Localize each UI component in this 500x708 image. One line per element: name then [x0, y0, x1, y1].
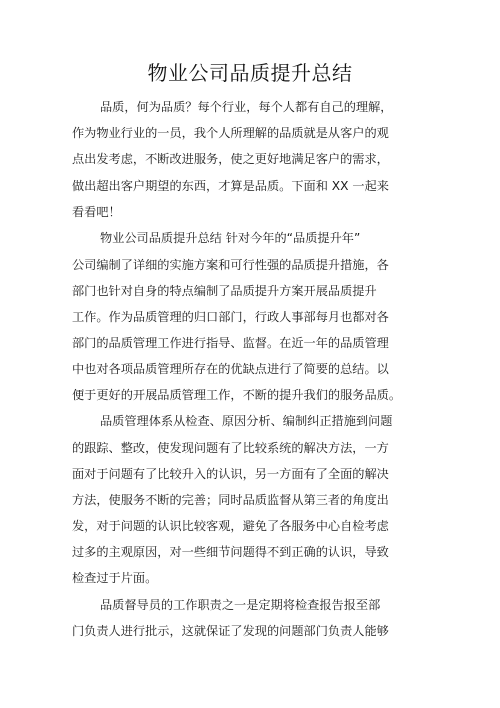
body-line: 门负责人进行批示，这就保证了发现的问题部门负责人能够: [72, 624, 389, 638]
body-line: 公司编制了详细的实施方案和可行性强的品质提升措施，各: [72, 258, 389, 272]
document-title: 物业公司品质提升总结: [147, 61, 353, 85]
body-line: 做出超出客户期望的东西，才算是品质。下面和 XX 一起来: [72, 179, 389, 193]
body-line: 作为物业行业的一员，我个人所理解的品质就是从客户的观: [72, 126, 389, 140]
body-line: 点出发考虑，不断改进服务，使之更好地满足客户的需求，: [72, 152, 389, 166]
body-line: 品质督导员的工作职责之一是定期将检查报告报至部: [100, 598, 381, 612]
body-line: 发，对于问题的认识比较客观，避免了各服务中心自检考虑: [72, 519, 389, 533]
body-line: 工作。作为品质管理的归口部门，行政人事部每月也都对各: [72, 310, 389, 324]
body-line: 检查过于片面。: [72, 571, 158, 585]
body-line: 的跟踪、整改，使发现问题有了比较系统的解决方法，一方: [72, 441, 389, 455]
body-line: 过多的主观原因，对一些细节问题得不到正确的认识，导致: [72, 545, 389, 559]
body-line: 部门的品质管理工作进行指导、监督。在近一年的品质管理: [72, 336, 389, 350]
body-line: 物业公司品质提升总结 针对今年的“品质提升年”: [100, 231, 361, 245]
body-line: 品质管理体系从检查、原因分析、编制纠正措施到问题: [100, 414, 393, 428]
body-line: 面对于问题有了比较升入的认识，另一方面有了全面的解决: [72, 467, 389, 481]
body-line: 便于更好的开展品质管理工作，不断的提升我们的服务品质。: [72, 388, 402, 402]
body-line: 看看吧！: [72, 205, 121, 219]
body-line: 品质，何为品质？每个行业，每个人都有自己的理解，: [100, 100, 393, 114]
body-line: 部门也针对自身的特点编制了品质提升方案开展品质提升: [72, 284, 377, 298]
body-line: 中也对各项品质管理所存在的优缺点进行了简要的总结。以: [72, 362, 389, 376]
body-line: 方法，使服务不断的完善；同时品质监督从第三者的角度出: [72, 493, 389, 507]
